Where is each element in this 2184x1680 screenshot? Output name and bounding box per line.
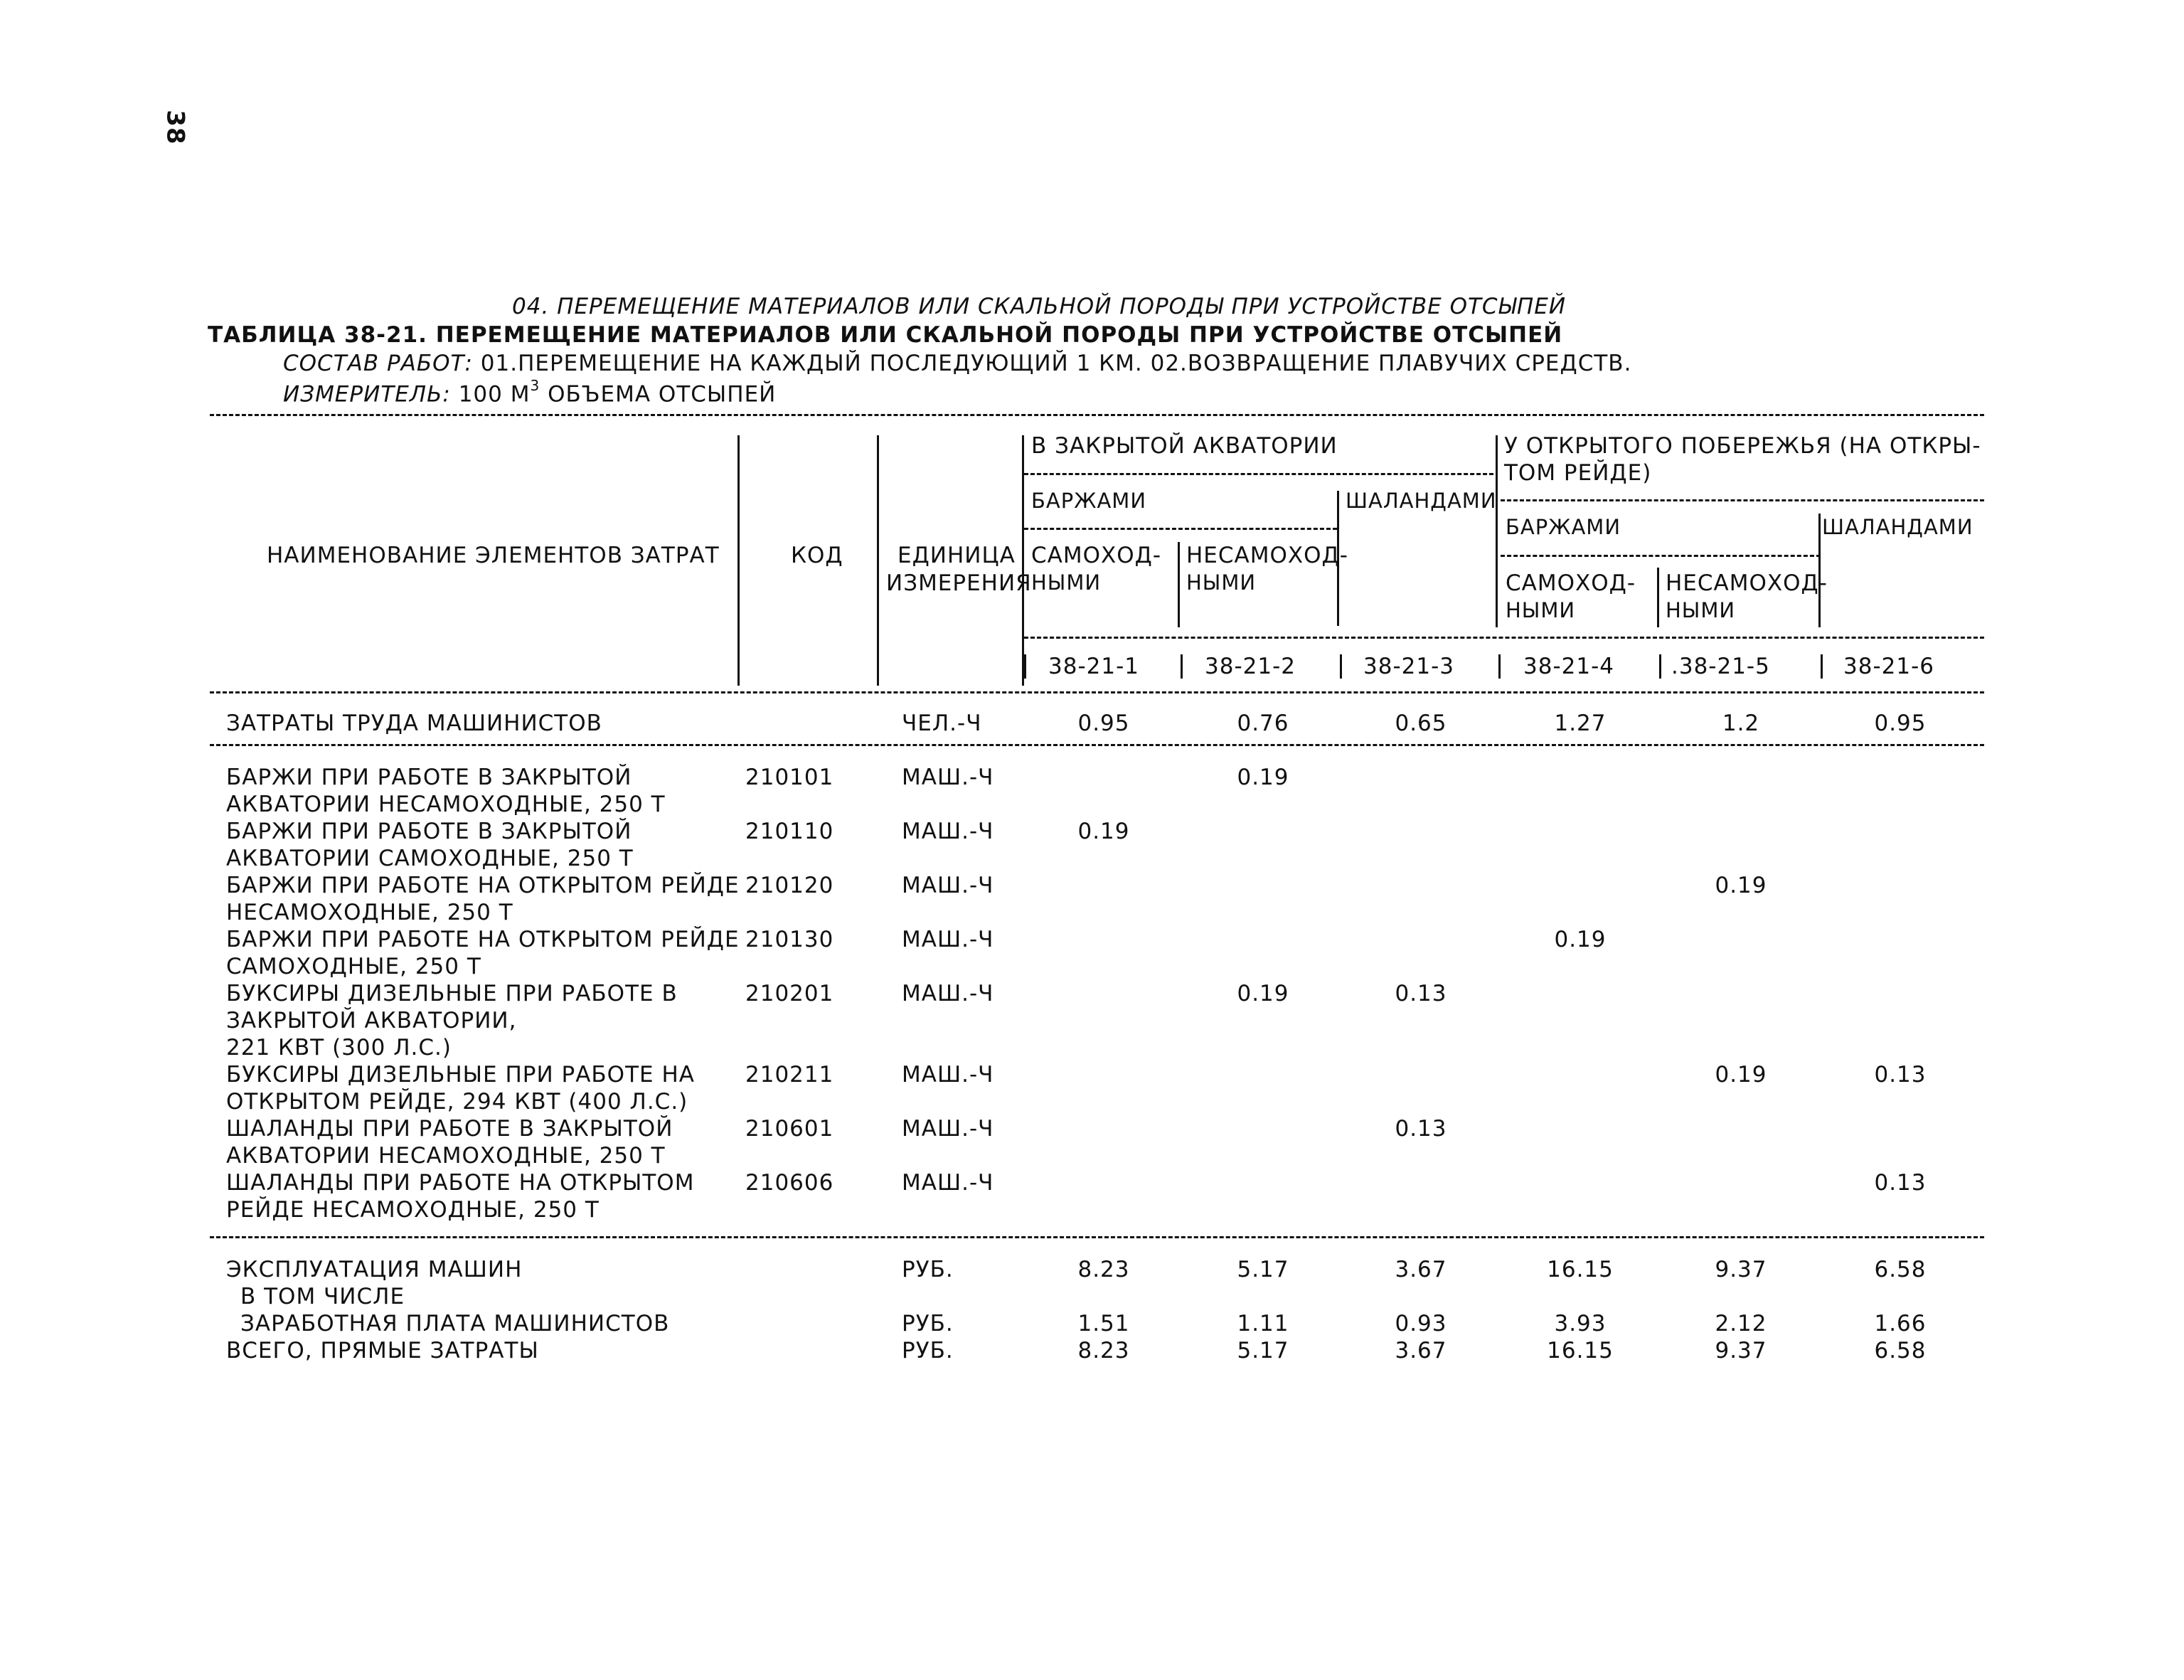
total-value: 5.17 xyxy=(1237,1338,1289,1363)
rule-top xyxy=(210,414,1984,416)
row-name-line: АКВАТОРИИ НЕСАМОХОДНЫЕ, 250 Т xyxy=(226,792,666,817)
rule-open-sub xyxy=(1501,499,1984,501)
meter-rest: ОБЪЕМА ОТСЫПЕЙ xyxy=(548,381,777,408)
header-name: НАИМЕНОВАНИЕ ЭЛЕМЕНТОВ ЗАТРАТ xyxy=(267,543,720,568)
exploit-value: 6.58 xyxy=(1874,1257,1927,1282)
row-name-line: БАРЖИ ПРИ РАБОТЕ НА ОТКРЫТОМ РЕЙДЕ xyxy=(226,927,740,952)
vbar-2 xyxy=(877,435,879,686)
labor-value: 0.95 xyxy=(1874,711,1927,736)
code-col-4: 38-21-4 xyxy=(1523,654,1614,679)
row-value: 0.19 xyxy=(1237,765,1289,790)
table-title: ТАБЛИЦА 38-21. ПЕРЕМЕЩЕНИЕ МАТЕРИАЛОВ ИЛИ СКАЛЬНОЙ ПОРОДЫ ПРИ УСТРОЙСТВЕ ОТСЫПЕЙ xyxy=(208,322,1563,348)
header-unit-2: ИЗМЕРЕНИЯ xyxy=(886,570,1032,596)
row-name-line: ОТКРЫТОМ РЕЙДЕ, 294 КВТ (400 Л.С.) xyxy=(226,1089,688,1115)
row-name-line: ШАЛАНДЫ ПРИ РАБОТЕ НА ОТКРЫТОМ xyxy=(226,1170,695,1196)
header-closed-barges: БАРЖАМИ xyxy=(1031,489,1147,513)
page-number: 38 xyxy=(161,110,190,145)
row-value: 0.19 xyxy=(1237,981,1289,1006)
row-name-line: БАРЖИ ПРИ РАБОТЕ В ЗАКРЫТОЙ xyxy=(226,819,632,844)
row-name-line: ЗАКРЫТОЙ АКВАТОРИИ, xyxy=(226,1008,517,1033)
code-col-1: 38-21-1 xyxy=(1048,654,1139,679)
row-code: 210211 xyxy=(745,1062,834,1088)
total-name: ВСЕГО, ПРЯМЫЕ ЗАТРАТЫ xyxy=(226,1338,539,1363)
wage-name: ЗАРАБОТНАЯ ПЛАТА МАШИНИСТОВ xyxy=(240,1311,670,1336)
header-open-scows: ШАЛАНДАМИ xyxy=(1822,515,1973,539)
vbar-1 xyxy=(737,435,740,686)
meter-label: ИЗМЕРИТЕЛЬ: xyxy=(283,381,451,408)
vbar-c3 xyxy=(1340,654,1342,679)
rule-closed-barges xyxy=(1024,528,1337,530)
incl-label: В ТОМ ЧИСЛЕ xyxy=(240,1284,405,1309)
row-name-line: АКВАТОРИИ НЕСАМОХОДНЫЕ, 250 Т xyxy=(226,1143,666,1169)
total-value: 9.37 xyxy=(1715,1338,1767,1363)
work-composition xyxy=(283,353,1631,375)
header-open-nonself-1: НЕСАМОХОД- xyxy=(1666,570,1828,596)
vbar-7 xyxy=(1657,568,1659,627)
header-unit-1: ЕДИНИЦА xyxy=(897,543,1016,568)
vbar-3 xyxy=(1022,435,1024,686)
row-unit: МАШ.-Ч xyxy=(902,1062,994,1088)
total-value: 3.67 xyxy=(1395,1338,1447,1363)
header-closed-scows: ШАЛАНДАМИ xyxy=(1346,489,1497,513)
vbar-c2 xyxy=(1181,654,1183,679)
row-name-line: ШАЛАНДЫ ПРИ РАБОТЕ В ЗАКРЫТОЙ xyxy=(226,1116,673,1142)
wage-value: 3.93 xyxy=(1554,1311,1607,1336)
row-name-line: НЕСАМОХОДНЫЕ, 250 Т xyxy=(226,900,513,925)
labor-value: 0.95 xyxy=(1077,711,1130,736)
vbar-c5 xyxy=(1659,654,1661,679)
row-unit: МАШ.-Ч xyxy=(902,765,994,790)
header-open-nonself-2: НЫМИ xyxy=(1666,598,1736,622)
labor-value: 1.27 xyxy=(1554,711,1607,736)
vbar-c6 xyxy=(1821,654,1823,679)
code-col-2: 38-21-2 xyxy=(1205,654,1296,679)
row-code: 210201 xyxy=(745,981,834,1006)
work-text: 01.ПЕРЕМЕЩЕНИЕ НА КАЖДЫЙ ПОСЛЕДУЮЩИЙ 1 КМ. 02.ВОЗВРАЩЕНИЕ ПЛАВУЧИХ СРЕДСТВ. xyxy=(480,351,1632,376)
row-unit: МАШ.-Ч xyxy=(902,873,994,898)
row-code: 210101 xyxy=(745,765,834,790)
wage-value: 1.66 xyxy=(1874,1311,1927,1336)
header-open-self-1: САМОХОД- xyxy=(1506,570,1636,596)
row-name-line: 221 КВТ (300 Л.С.) xyxy=(226,1035,452,1060)
labor-unit: ЧЕЛ.-Ч xyxy=(902,711,982,736)
row-value: 0.19 xyxy=(1715,873,1767,898)
row-value: 0.13 xyxy=(1395,1116,1447,1142)
rule-header-bottom xyxy=(210,691,1984,693)
total-value: 8.23 xyxy=(1077,1338,1130,1363)
row-value: 0.19 xyxy=(1715,1062,1767,1088)
row-value: 0.13 xyxy=(1874,1170,1927,1196)
row-name-line: БУКСИРЫ ДИЗЕЛЬНЫЕ ПРИ РАБОТЕ НА xyxy=(226,1062,695,1088)
wage-value: 0.93 xyxy=(1395,1311,1447,1336)
row-code: 210110 xyxy=(745,819,834,844)
row-name-line: БАРЖИ ПРИ РАБОТЕ В ЗАКРЫТОЙ xyxy=(226,765,632,790)
labor-value: 0.76 xyxy=(1237,711,1289,736)
wage-value: 2.12 xyxy=(1715,1311,1767,1336)
row-code: 210606 xyxy=(745,1170,834,1196)
vbar-c4 xyxy=(1498,654,1501,679)
row-code: 210601 xyxy=(745,1116,834,1142)
row-name-line: БУКСИРЫ ДИЗЕЛЬНЫЕ ПРИ РАБОТЕ В xyxy=(226,981,678,1006)
row-unit: МАШ.-Ч xyxy=(902,819,994,844)
header-closed-self-1: САМОХОД- xyxy=(1031,543,1162,568)
vbar-6 xyxy=(1496,435,1498,627)
exploit-value: 8.23 xyxy=(1077,1257,1130,1282)
wage-unit: РУБ. xyxy=(902,1311,954,1336)
total-value: 6.58 xyxy=(1874,1338,1927,1363)
vbar-4 xyxy=(1178,542,1180,627)
row-value: 0.13 xyxy=(1874,1062,1927,1088)
row-value: 0.19 xyxy=(1554,927,1607,952)
labor-value: 1.2 xyxy=(1722,711,1760,736)
work-label: СОСТАВ РАБОТ: xyxy=(283,351,473,376)
header-closed-nonself-2: НЫМИ xyxy=(1186,570,1257,595)
labor-value: 0.65 xyxy=(1395,711,1447,736)
exploit-unit: РУБ. xyxy=(902,1257,954,1282)
labor-name: ЗАТРАТЫ ТРУДА МАШИНИСТОВ xyxy=(226,711,602,736)
wage-value: 1.51 xyxy=(1077,1311,1130,1336)
header-open-self-2: НЫМИ xyxy=(1506,598,1576,622)
row-name-line: БАРЖИ ПРИ РАБОТЕ НА ОТКРЫТОМ РЕЙДЕ xyxy=(226,873,740,898)
code-col-5: .38-21-5 xyxy=(1671,654,1770,679)
row-unit: МАШ.-Ч xyxy=(902,1116,994,1142)
code-col-6: 38-21-6 xyxy=(1843,654,1934,679)
row-value: 0.13 xyxy=(1395,981,1447,1006)
row-code: 210120 xyxy=(745,873,834,898)
header-closed-water: В ЗАКРЫТОЙ АКВАТОРИИ xyxy=(1031,433,1338,459)
exploit-value: 9.37 xyxy=(1715,1257,1767,1282)
code-col-3: 38-21-3 xyxy=(1363,654,1454,679)
header-closed-self-2: НЫМИ xyxy=(1031,570,1102,595)
wage-value: 1.11 xyxy=(1237,1311,1289,1336)
row-name-line: САМОХОДНЫЕ, 250 Т xyxy=(226,954,481,979)
header-open-shore-2: ТОМ РЕЙДЕ) xyxy=(1504,460,1652,486)
rule-codes-top xyxy=(1024,637,1984,639)
vbar-c1 xyxy=(1024,654,1026,679)
row-value: 0.19 xyxy=(1077,819,1130,844)
header-open-barges: БАРЖАМИ xyxy=(1506,515,1621,539)
meter-line xyxy=(283,377,777,408)
row-name-line: АКВАТОРИИ САМОХОДНЫЕ, 250 Т xyxy=(226,846,634,871)
rule-open-barges xyxy=(1501,555,1821,557)
total-unit: РУБ. xyxy=(902,1338,954,1363)
row-name-line: РЕЙДЕ НЕСАМОХОДНЫЕ, 250 Т xyxy=(226,1197,600,1223)
exploit-value: 5.17 xyxy=(1237,1257,1289,1282)
row-code: 210130 xyxy=(745,927,834,952)
header-code: КОД xyxy=(791,543,843,568)
rule-closed-sub xyxy=(1024,473,1493,475)
row-unit: МАШ.-Ч xyxy=(902,1170,994,1196)
section-title: 04. ПЕРЕМЕЩЕНИЕ МАТЕРИАЛОВ ИЛИ СКАЛЬНОЙ ПОРОДЫ ПРИ УСТРОЙСТВЕ ОТСЫПЕЙ xyxy=(512,294,1567,319)
meter-value: 100 М xyxy=(458,381,531,408)
exploit-name: ЭКСПЛУАТАЦИЯ МАШИН xyxy=(226,1257,523,1282)
header-open-shore-1: У ОТКРЫТОГО ПОБЕРЕЖЬЯ (НА ОТКРЫ- xyxy=(1504,433,1981,459)
rule-labor-bottom xyxy=(210,744,1984,746)
row-unit: МАШ.-Ч xyxy=(902,981,994,1006)
exploit-value: 3.67 xyxy=(1395,1257,1447,1282)
rule-machines-bottom xyxy=(210,1236,1984,1238)
row-unit: МАШ.-Ч xyxy=(902,927,994,952)
meter-sup: 3 xyxy=(530,377,540,394)
exploit-value: 16.15 xyxy=(1547,1257,1614,1282)
header-closed-nonself-1: НЕСАМОХОД- xyxy=(1186,543,1348,568)
total-value: 16.15 xyxy=(1547,1338,1614,1363)
